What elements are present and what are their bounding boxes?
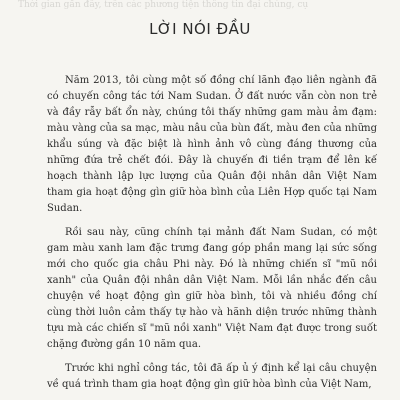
- paragraph-2: Rồi sau này, cũng chính tại mảnh đất Nam Sudan, có một gam màu xanh lam đặc trưng đang góp phần mang lại sức sống mới cho quốc gia châu Phi này. Đó là những chiến sĩ "mũ nồi xanh" của Quân đội nhân dân Việt Nam. Mỗi lần nhắc đến câu chuyện về hoạt động gìn giữ hòa bình, tôi và nhiều đồng chí cùng thời luôn cảm thấy tự hào và hãnh diện trước những thành tựu mà các chiến sĩ "mũ nồi xanh" Việt Nam đạt được trong suốt chặng đường gần 10 năm qua.: [47, 227, 377, 350]
- paragraph-1: Năm 2013, tôi cùng một số đồng chí lãnh đạo liên ngành đã có chuyến công tác tới Nam Sudan. Ở đất nước vẫn còn non trẻ và đầy rẫy bất ổn này, chúng tôi thấy những gam màu ảm đạm: màu vàng của sa mạc, màu nâu của bùn đất, màu đen của những khẩu súng và đặc biệt là hình ảnh vô cùng đáng thương của những đứa trẻ chết đói. Đây là chuyến đi tiền trạm để lên kế hoạch thành lập lực lượng của Quân đội nhân dân Việt Nam tham gia hoạt động gìn giữ hòa bình của Liên Hợp quốc tại Nam Sudan.: [47, 75, 377, 214]
- body-text: [47, 73, 377, 400]
- show-through-text: Thời gian gần đây, trên các phương tiện thông tin đại chúng, cụ: [18, 0, 309, 10]
- page-title: LỜI NÓI ĐẦU: [149, 20, 251, 38]
- paragraph-3: Trước khi nghỉ công tác, tôi đã ấp ủ ý định kể lại câu chuyện về quá trình tham gia hoạt động gìn giữ hòa bình của Việt Nam,: [47, 363, 377, 390]
